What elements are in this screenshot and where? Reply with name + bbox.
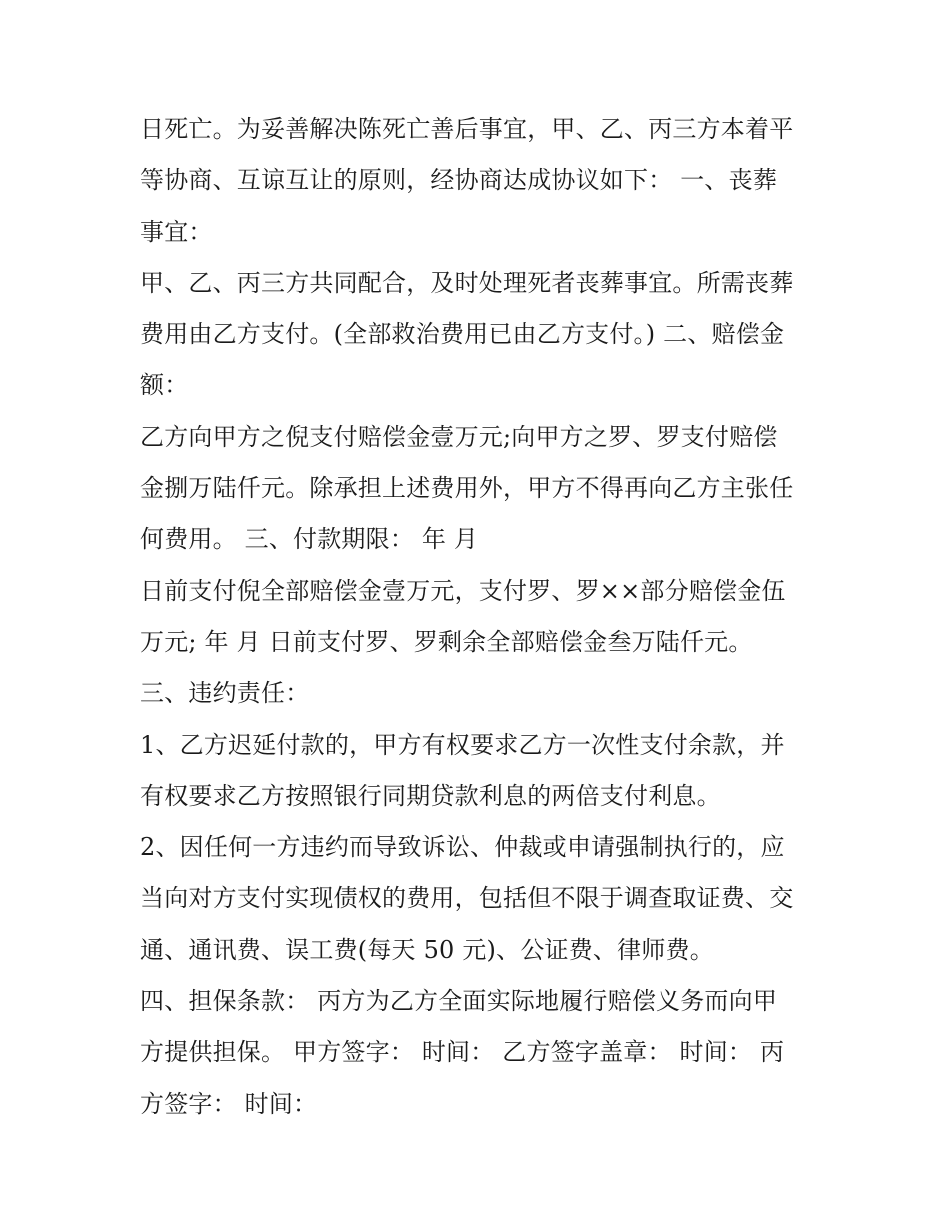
document-body (140, 104, 820, 1130)
text-line: 何费用。 三、付款期限： 年 月 (140, 525, 479, 554)
text-line: 等协商、互谅互让的原则，经协商达成协议如下： 一、丧葬 (140, 166, 778, 195)
section-heading: 三、违约责任： (140, 679, 310, 708)
text-line: 1、乙方迟延付款的，甲方有权要求乙方一次性支付余款，并 (140, 730, 785, 759)
text-line: 甲、乙、丙三方共同配合，及时处理死者丧葬事宜。所需丧葬 (140, 268, 794, 297)
text-line: 方提供担保。 甲方签字： 时间： 乙方签字盖章： 时间： 丙 (140, 1038, 785, 1067)
text-line: 费用由乙方支付。(全部救治费用已由乙方支付。) 二、赔偿金 (140, 320, 785, 349)
text-line: 2、因任何一方违约而导致诉讼、仲裁或申请强制执行的，应 (140, 833, 785, 862)
text-line: 额： (140, 371, 189, 400)
text-line: 事宜： (140, 217, 213, 246)
text-line: 日前支付倪全部赔偿金壹万元，支付罗、罗××部分赔偿金伍 (140, 576, 786, 605)
text-line: 四、担保条款： 丙方为乙方全面实际地履行赔偿义务而向甲 (140, 987, 778, 1016)
text-line: 通、通讯费、误工费(每天 50 元)、公证费、律师费。 (140, 935, 714, 964)
text-line: 方签字： 时间： (140, 1089, 318, 1118)
text-line: 当向对方支付实现债权的费用，包括但不限于调查取证费、交 (140, 884, 794, 913)
text-line: 有权要求乙方按照银行同期贷款利息的两倍支付利息。 (140, 781, 721, 810)
text-line: 金捌万陆仟元。除承担上述费用外，甲方不得再向乙方主张任 (140, 474, 794, 503)
text-line: 万元; 年 月 日前支付罗、罗剩余全部赔偿金叁万陆仟元。 (140, 627, 753, 656)
text-line: 乙方向甲方之倪支付赔偿金壹万元;向甲方之罗、罗支付赔偿 (140, 422, 778, 451)
text-line: 日死亡。为妥善解决陈死亡善后事宜，甲、乙、丙三方本着平 (140, 115, 794, 143)
